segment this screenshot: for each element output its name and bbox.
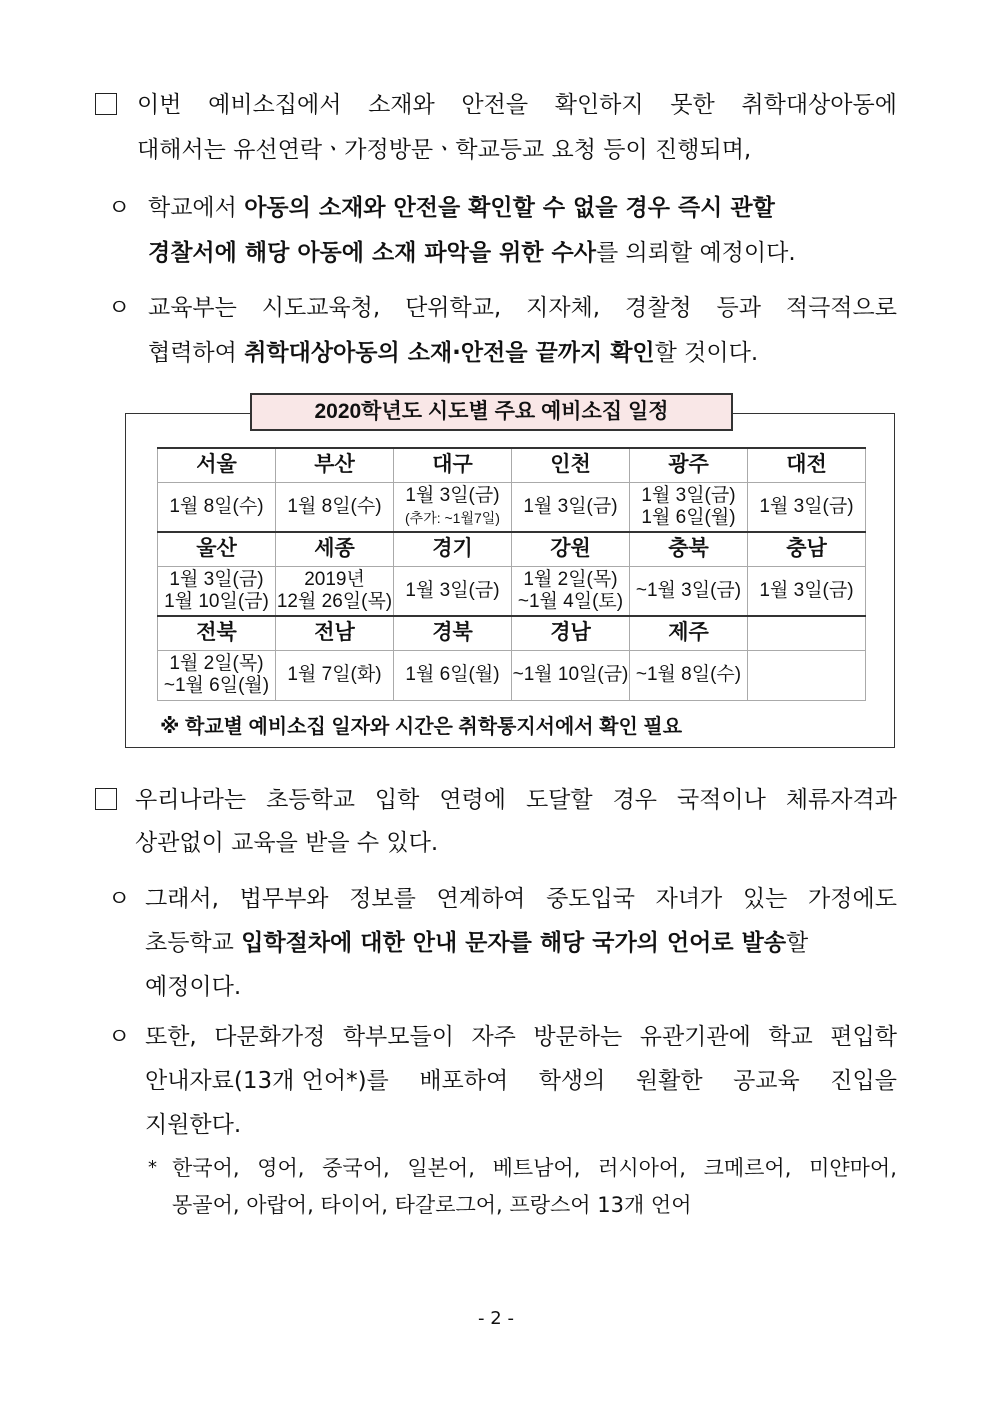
word: 적극적으로 — [785, 295, 897, 321]
word: 영어, — [257, 1156, 305, 1180]
checkbox-icon — [95, 785, 117, 815]
date-cell — [512, 566, 630, 616]
word: 법무부와 — [239, 886, 329, 912]
word: 정보를 — [349, 886, 416, 912]
word: 경우 — [612, 787, 657, 813]
word: 단위학교, — [405, 295, 502, 321]
bullet-1-bold-b: 경찰서에 해당 아동에 소재 파악을 위한 수사 — [148, 240, 596, 266]
date-line: (추가: ~1월7일) — [405, 509, 500, 526]
schedule-header-row — [158, 532, 866, 566]
bullet-3-line-2 — [145, 928, 808, 958]
date-line: 12월 26일(목) — [276, 590, 393, 612]
footnote-mark: * — [148, 1157, 157, 1178]
word: 확인하지 — [554, 92, 644, 118]
date-cell — [276, 482, 394, 532]
region-cell: 세종 — [276, 532, 394, 566]
word: 취학대상아동에 — [741, 92, 897, 118]
word: 그래서, — [145, 886, 219, 912]
date-line: ~1월 6일(월) — [163, 675, 270, 696]
date-cell — [630, 650, 748, 700]
schedule-header-row — [158, 616, 866, 650]
bullet-1-line-1 — [148, 193, 775, 223]
date-line: 1월 3일(금) — [169, 568, 264, 590]
word: 학생의 — [538, 1068, 606, 1094]
schedule-title: 2020학년도 시도별 주요 예비소집 일정 — [250, 393, 733, 431]
bullet-icon: ㅇ — [108, 295, 131, 321]
word: 체류자격과 — [785, 787, 897, 813]
date-cell — [158, 650, 276, 700]
date-cell — [630, 566, 748, 616]
bullet-1-line-2 — [148, 238, 796, 268]
region-cell: 대구 — [394, 448, 512, 482]
date-cell — [748, 566, 866, 616]
date-line: 1월 10일(금) — [164, 590, 269, 612]
region-cell: 경남 — [512, 616, 630, 650]
date-line: 1월 6일(월) — [641, 506, 736, 528]
date-line: 1월 3일(금) — [523, 495, 618, 517]
region-cell: 부산 — [276, 448, 394, 482]
date-line: 1월 3일(금) — [405, 579, 500, 601]
word: 연령에 — [439, 787, 506, 813]
date-cell — [394, 482, 512, 532]
word: 안전을 — [461, 92, 529, 118]
paragraph-1-line-1 — [137, 90, 897, 120]
region-cell: 강원 — [512, 532, 630, 566]
bullet-1-text-a: 학교에서 — [148, 195, 245, 221]
word: 방문하는 — [533, 1024, 623, 1050]
checkbox-icon — [95, 90, 117, 120]
bullet-4-line-2 — [145, 1066, 897, 1096]
bullet-1-text-b: 를 의뢰할 예정이다. — [595, 240, 796, 266]
date-cell — [394, 650, 512, 700]
date-line: 1월 2일(목) — [169, 653, 264, 674]
date-line: 1월 8일(수) — [169, 495, 264, 517]
word: 원활한 — [635, 1068, 703, 1094]
bullet-3-text-b: 할 — [786, 930, 809, 956]
word: 일본어, — [407, 1156, 475, 1180]
date-line: 1월 6일(월) — [405, 664, 500, 685]
word: 경찰청 — [625, 295, 692, 321]
date-line: 1월 3일(금) — [759, 579, 854, 601]
region-cell: 경기 — [394, 532, 512, 566]
bullet-2-line-1 — [148, 293, 897, 323]
bullet-3-bold: 입학절차에 대한 안내 문자를 해당 국가의 언어로 발송 — [241, 930, 787, 956]
word: 러시아어, — [598, 1156, 686, 1180]
paragraph-1-line-2: 대해서는 유선연락ㆍ가정방문ㆍ학교등교 요청 등이 진행되며, — [137, 137, 752, 163]
date-line: 1월 3일(금) — [405, 484, 500, 506]
word: 자주 — [471, 1024, 516, 1050]
date-line: 2019년 — [304, 568, 365, 590]
date-cell — [748, 650, 866, 700]
region-cell — [748, 616, 866, 650]
region-cell: 전남 — [276, 616, 394, 650]
bullet-3-line-3: 예정이다. — [145, 974, 242, 1000]
word: 중도입국 — [546, 886, 635, 912]
word: 학교 — [768, 1024, 813, 1050]
date-cell — [394, 566, 512, 616]
date-line: ~1월 3일(금) — [635, 579, 742, 601]
word: 초등학교 — [266, 787, 355, 813]
date-cell — [512, 482, 630, 532]
date-cell — [748, 482, 866, 532]
word: 지자체, — [526, 295, 601, 321]
footnote-line-2: 몽골어, 아랍어, 타이어, 타갈로그어, 프랑스어 13개 언어 — [172, 1193, 692, 1217]
bullet-3-line-1 — [145, 884, 897, 914]
word: 가정에도 — [808, 886, 897, 912]
date-cell — [276, 650, 394, 700]
schedule-date-row — [158, 650, 866, 700]
word: 못한 — [670, 92, 715, 118]
word: 공교육 — [733, 1068, 800, 1094]
paragraph-2-line-1 — [135, 785, 897, 815]
date-line: 1월 8일(수) — [287, 495, 382, 517]
word: 진입을 — [830, 1068, 897, 1094]
schedule-date-row — [158, 482, 866, 532]
bullet-2-bold: 취학대상아동의 소재·안전을 끝까지 확인 — [244, 340, 655, 366]
date-cell — [276, 566, 394, 616]
word: 중국어, — [322, 1156, 390, 1180]
word: 크메르어, — [703, 1156, 792, 1180]
region-cell: 대전 — [748, 448, 866, 482]
word: 이번 — [137, 92, 182, 118]
region-cell: 울산 — [158, 532, 276, 566]
date-line: 1월 3일(금) — [641, 484, 736, 506]
word: 도달할 — [525, 787, 593, 813]
bullet-1-bold-a: 아동의 소재와 안전을 확인할 수 없을 경우 즉시 관할 — [244, 195, 775, 221]
footnote-line-1 — [172, 1153, 897, 1183]
word: 시도교육청, — [261, 295, 381, 321]
region-cell: 인천 — [512, 448, 630, 482]
region-cell: 서울 — [158, 448, 276, 482]
word: 편입학 — [830, 1024, 897, 1050]
word: 있는 — [742, 886, 788, 912]
word: 미얀마어, — [809, 1156, 897, 1180]
word: 국적이나 — [676, 787, 766, 813]
bullet-2-line-2 — [148, 338, 758, 368]
word: 안내자료(13개 언어*)를 — [145, 1068, 389, 1094]
date-line: ~1월 10일(금) — [512, 664, 629, 685]
word: 자녀가 — [655, 886, 723, 912]
word: 예비소집에서 — [208, 92, 342, 118]
region-cell: 광주 — [630, 448, 748, 482]
word: 다문화가정 — [214, 1024, 326, 1050]
word: 등과 — [716, 295, 761, 321]
region-cell: 제주 — [630, 616, 748, 650]
date-cell — [158, 566, 276, 616]
word: 우리나라는 — [135, 787, 247, 813]
word: 학부모들이 — [342, 1024, 454, 1050]
date-cell — [630, 482, 748, 532]
schedule-date-row — [158, 566, 866, 616]
bullet-icon: ㅇ — [108, 1024, 131, 1050]
paragraph-2-line-2: 상관없이 교육을 받을 수 있다. — [135, 830, 439, 856]
region-cell: 경북 — [394, 616, 512, 650]
word: 한국어, — [172, 1156, 240, 1180]
word: 입학 — [374, 787, 420, 813]
word: 유관기관에 — [639, 1024, 751, 1050]
page-number: - 2 - — [478, 1308, 514, 1329]
schedule-note: ※ 학교별 예비소집 일자와 시간은 취학통지서에서 확인 필요 — [160, 716, 683, 738]
date-line: ~1월 8일(수) — [635, 664, 742, 685]
word: 소재와 — [368, 92, 435, 118]
schedule-header-row — [158, 448, 866, 482]
date-line: ~1월 4일(토) — [517, 590, 624, 612]
date-line: 1월 7일(화) — [287, 664, 382, 685]
date-line: 1월 3일(금) — [759, 495, 854, 517]
date-line: 1월 2일(목) — [523, 568, 618, 590]
bullet-2-text-b: 할 것이다. — [654, 340, 759, 366]
word: 베트남어, — [492, 1156, 581, 1180]
region-cell: 전북 — [158, 616, 276, 650]
region-cell: 충남 — [748, 532, 866, 566]
word: 교육부는 — [148, 295, 237, 321]
word: 연계하여 — [436, 886, 526, 912]
schedule-table — [157, 447, 866, 701]
bullet-4-line-1 — [145, 1022, 897, 1052]
date-cell — [158, 482, 276, 532]
word: 또한, — [145, 1024, 197, 1050]
bullet-4-line-3: 지원한다. — [145, 1112, 242, 1138]
word: 배포하여 — [419, 1068, 509, 1094]
region-cell: 충북 — [630, 532, 748, 566]
date-cell — [512, 650, 630, 700]
bullet-icon: ㅇ — [108, 195, 131, 221]
bullet-2-text-a: 협력하여 — [148, 340, 245, 366]
bullet-icon: ㅇ — [108, 886, 131, 912]
bullet-3-text-a: 초등학교 — [145, 930, 242, 956]
